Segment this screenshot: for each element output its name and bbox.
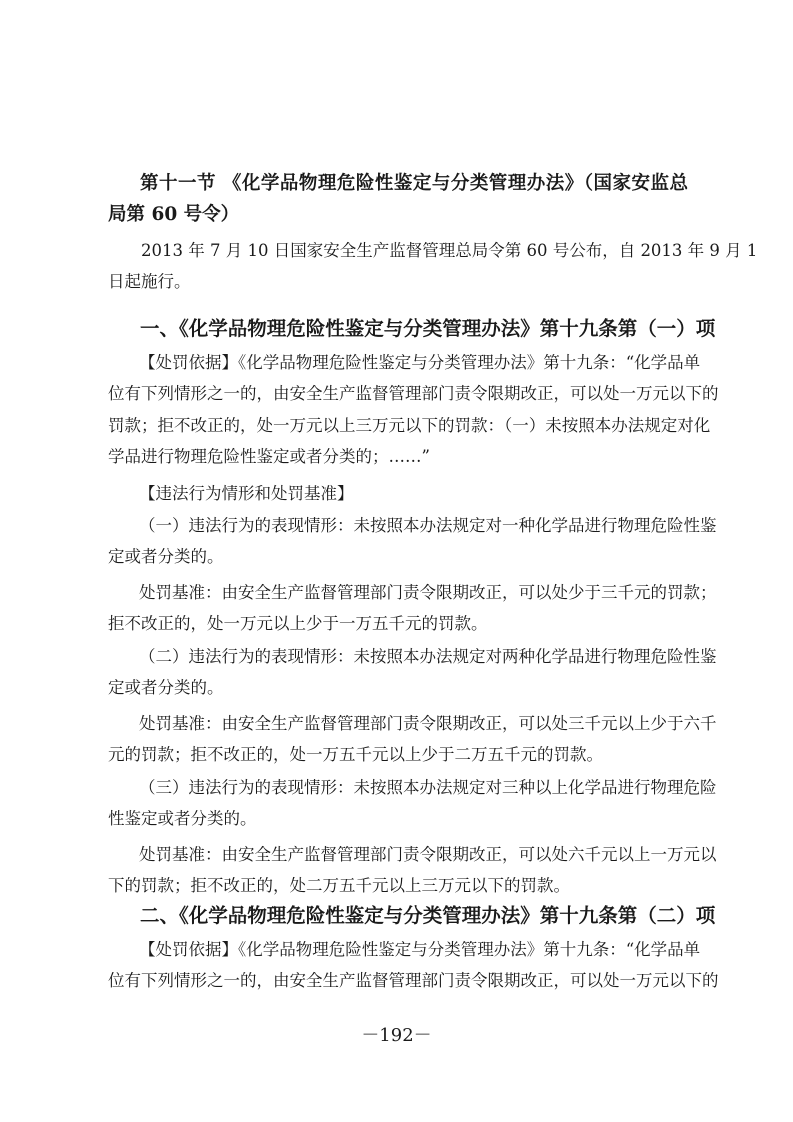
case-3-penalty-line-2: 下的罚款；拒不改正的，处二万五千元以上三万元以下的罚款。 — [108, 876, 570, 895]
article-2-basis-line-2: 位有下列情形之一的，由安全生产监督管理部门责令限期改正，可以处一万元以下的 — [108, 971, 719, 990]
article-1-basis-line-1: 【处罚依据】《化学品物理危险性鉴定与分类管理办法》第十九条：“化学品单 — [139, 353, 701, 372]
case-2-situation-line-2: 定或者分类的。 — [108, 678, 224, 697]
intro-line-1: 2013 年 7 月 10 日国家安全生产监督管理总局令第 60 号公布，自 2013 年 9 月 1 — [141, 241, 758, 260]
case-1-penalty-line-1: 处罚基准：由安全生产监督管理部门责令限期改正，可以处少于三千元的罚款； — [139, 583, 717, 602]
case-2-situation-line-1: （二）违法行为的表现情形：未按照本办法规定对两种化学品进行物理危险性鉴 — [139, 647, 717, 666]
case-1-situation-line-2: 定或者分类的。 — [108, 547, 224, 566]
article-1-standard-title: 【违法行为情形和处罚基准】 — [139, 484, 354, 503]
intro-line-2: 日起施行。 — [108, 272, 191, 291]
case-1-situation-line-1: （一）违法行为的表现情形：未按照本办法规定对一种化学品进行物理危险性鉴 — [139, 516, 717, 535]
article-2-heading: 二、《化学品物理危险性鉴定与分类管理办法》第十九条第（二）项 — [140, 904, 716, 927]
section-title-line-2: 局第 60 号令） — [108, 204, 240, 225]
article-2-basis-line-1: 【处罚依据】《化学品物理危险性鉴定与分类管理办法》第十九条：“化学品单 — [139, 940, 701, 959]
article-1-basis-line-4: 学品进行物理危险性鉴定或者分类的；……” — [108, 447, 430, 466]
article-1-heading: 一、《化学品物理危险性鉴定与分类管理办法》第十九条第（一）项 — [140, 317, 716, 340]
case-3-situation-line-2: 性鉴定或者分类的。 — [108, 809, 257, 828]
case-1-penalty-line-2: 拒不改正的，处一万元以上少于一万五千元的罚款。 — [108, 614, 488, 633]
case-3-situation-line-1: （三）违法行为的表现情形：未按照本办法规定对三种以上化学品进行物理危险 — [139, 778, 717, 797]
article-1-basis-line-2: 位有下列情形之一的，由安全生产监督管理部门责令限期改正，可以处一万元以下的 — [108, 384, 719, 403]
page-number: －192－ — [361, 1025, 432, 1046]
case-2-penalty-line-2: 元的罚款；拒不改正的，处一万五千元以上少于二万五千元的罚款。 — [108, 745, 603, 764]
article-1-basis-line-3: 罚款；拒不改正的，处一万元以上三万元以下的罚款：（一）未按照本办法规定对化 — [108, 416, 711, 435]
case-2-penalty-line-1: 处罚基准：由安全生产监督管理部门责令限期改正，可以处三千元以上少于六千 — [139, 714, 717, 733]
case-3-penalty-line-1: 处罚基准：由安全生产监督管理部门责令限期改正，可以处六千元以上一万元以 — [139, 845, 717, 864]
section-title-line-1: 第十一节 《化学品物理危险性鉴定与分类管理办法》（国家安监总 — [140, 173, 688, 194]
